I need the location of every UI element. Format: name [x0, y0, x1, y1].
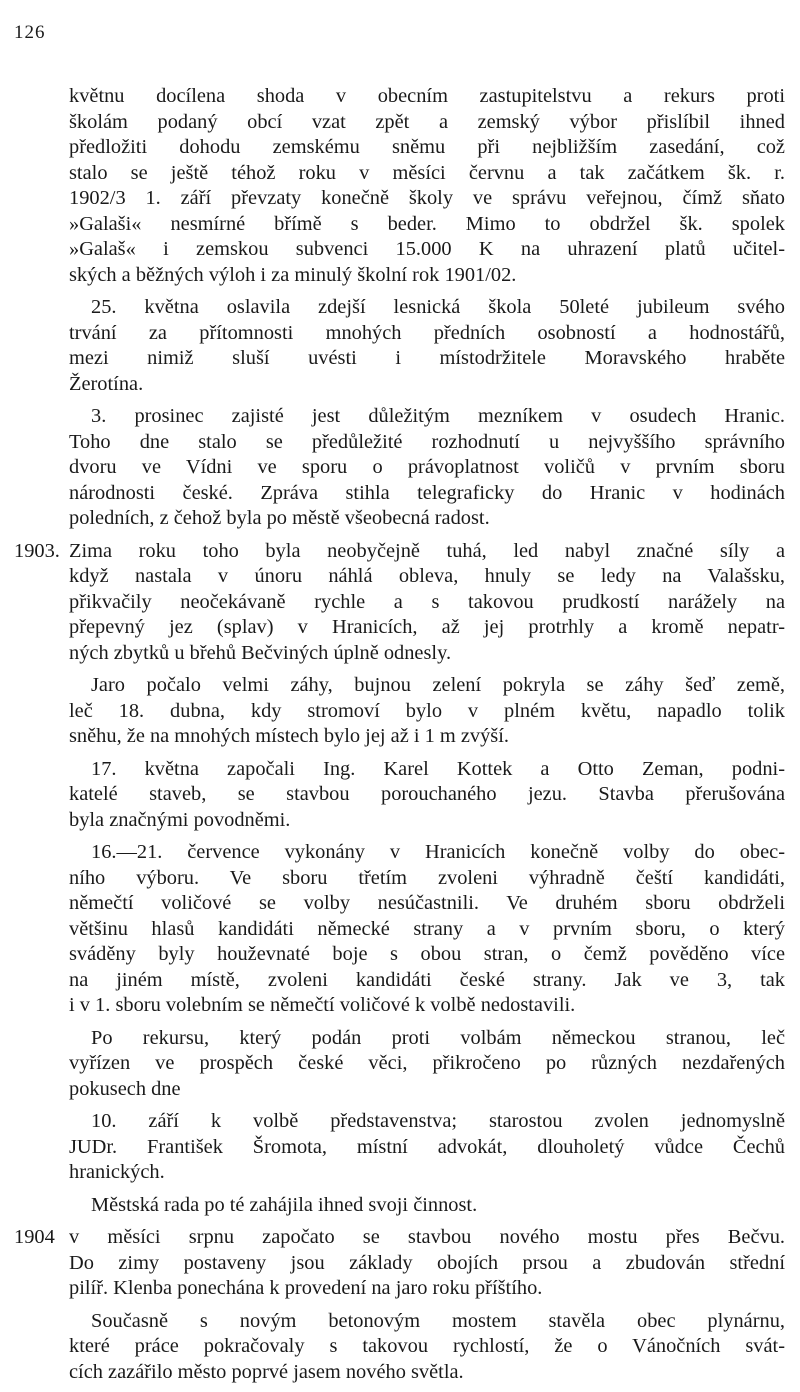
- paragraph: [69, 295, 785, 397]
- paragraph-block: [69, 295, 785, 397]
- text-line: 1902/3 1. září převzaty konečně školy ve správu veřejnou, čímž sňato: [69, 187, 785, 209]
- year-marker: 1904: [14, 1226, 55, 1248]
- text-line: Žerotína.: [69, 372, 144, 395]
- text-line: Do zimy postaveny jsou základy obojích prsou a zbudován střední: [69, 1251, 785, 1274]
- text-line: sváděny byly houževnaté boje s obou stran, o čemž pověděno více: [69, 943, 785, 965]
- paragraph: [69, 757, 785, 834]
- paragraph: [69, 1309, 785, 1386]
- text-line: »Galaši« nesmírné břímě s beder. Mimo to obdržel šk. spolek: [69, 212, 785, 235]
- text-line: Současně s novým betonovým mostem stavěla obec plynárnu,: [91, 1309, 785, 1332]
- text-line: většinu hlasů kandidáti německé strany a v prvním sboru, o který: [69, 917, 785, 940]
- paragraph-block: [69, 673, 785, 750]
- paragraph: [69, 840, 785, 1019]
- text-line: pilíř. Klenba ponechána k provedení na jaro roku příštího.: [69, 1277, 543, 1299]
- text-line: mezi nimiž sluší uvésti i místodržitele Moravského hraběte: [69, 347, 785, 369]
- paragraph-block: [69, 1109, 785, 1186]
- text-line: pokusech dne: [69, 1077, 181, 1100]
- text-line: ných zbytků u břehů Bečviných úplně odnesly.: [69, 641, 452, 664]
- paragraph-block: [69, 1309, 785, 1386]
- paragraph: [69, 539, 785, 667]
- text-line: němečtí voličové se volby nesúčastnili. Ve druhém sboru obdrželi: [69, 892, 785, 914]
- text-line: dvoru ve Vídni ve sporu o právoplatnost voličů v prvním sboru: [69, 456, 785, 478]
- page-number: 126: [14, 22, 46, 43]
- paragraph-block: [69, 404, 785, 532]
- text-line: JUDr. František Šromota, místní advokát, dlouholetý vůdce Čechů: [69, 1135, 785, 1158]
- text-line: 17. května započali Ing. Karel Kottek a Otto Zeman, podni-: [91, 757, 785, 780]
- text-line: 25. května oslavila zdejší lesnická škola 50leté jubileum svého: [91, 296, 785, 318]
- paragraph-block: [14, 539, 785, 667]
- paragraph: [69, 84, 785, 288]
- text-line: katelé staveb, se stavbou porouchaného jezu. Stavba přerušována: [69, 783, 785, 805]
- text-line: národnosti české. Zpráva stihla telegraficky do Hranic v hodinách: [69, 481, 785, 504]
- paragraph-block: [69, 840, 785, 1019]
- text-line: hranických.: [69, 1161, 165, 1183]
- text-line: byla značnými povodněmi.: [69, 808, 291, 831]
- paragraph-block: [69, 84, 785, 288]
- text-line: sněhu, že na mnohých místech bylo jej až i 1 m zvýší.: [69, 725, 509, 747]
- text-line: Toho dne stalo se předůležité rozhodnutí u nejvyššího správního: [69, 430, 785, 453]
- text-line: v měsíci srpnu započato se stavbou nového mostu přes Bečvu.: [69, 1226, 785, 1248]
- text-line: ských a běžných výloh i za minulý školní rok 1901/02.: [69, 263, 517, 286]
- paragraph: [69, 673, 785, 750]
- paragraph: [69, 1225, 785, 1302]
- text-line: leč 18. dubna, kdy stromoví bylo v plném květu, napadlo tolik: [69, 699, 785, 722]
- paragraph: [69, 404, 785, 532]
- text-line: 16.—21. července vykonány v Hranicích konečně volby do obec-: [91, 841, 785, 863]
- text-line: stalo se ještě téhož roku v měsíci červnu a tak začátkem šk. r.: [69, 161, 785, 184]
- text-line: přepevný jez (splav) v Hranicích, až jej protrhly a kromě nepatr-: [69, 616, 785, 638]
- text-line: květnu docílena shoda v obecním zastupitelstvu a rekurs proti: [69, 85, 785, 107]
- text-line: 10. září k volbě představenstva; starostou zvolen jednomyslně: [91, 1110, 785, 1132]
- paragraph-block: [69, 1026, 785, 1103]
- paragraph: [69, 1026, 785, 1103]
- paragraph-block: [69, 1193, 785, 1219]
- text-line: předložiti dohodu zemskému sněmu při nejbližším zasedání, což: [69, 136, 785, 158]
- text-line: Městská rada po té zahájila ihned svoji činnost.: [91, 1193, 478, 1216]
- text-line: »Galaš« i zemskou subvenci 15.000 K na uhrazení platů učitel-: [69, 238, 785, 260]
- text-line: i v 1. sboru volebním se němečtí voličové k volbě nedostavili.: [69, 994, 576, 1016]
- paragraph-block: [14, 1225, 785, 1302]
- text-line: přikvačily neočekávaně rychle a s takovou prudkostí narážely na: [69, 590, 785, 613]
- text-line: které práce pokračovaly s takovou rychlostí, že o Vánočních svát-: [69, 1335, 785, 1357]
- text-line: Jaro počalo velmi záhy, bujnou zelení pokryla se záhy šeď země,: [91, 674, 785, 696]
- text-line: poledních, z čehož byla po městě všeobecná radost.: [69, 507, 490, 529]
- text-line: Po rekursu, který podán proti volbám německou stranou, leč: [91, 1026, 785, 1049]
- paragraph-block: [69, 757, 785, 834]
- text-column: [14, 84, 785, 1392]
- text-line: cích zazářilo město poprvé jasem nového světla.: [69, 1360, 464, 1383]
- paragraph: [69, 1109, 785, 1186]
- text-line: když nastala v únoru náhlá obleva, hnuly se ledy na Valašsku,: [69, 565, 785, 587]
- text-line: trvání za přítomnosti mnohých předních osobností a hodnostářů,: [69, 321, 785, 344]
- paragraph: [69, 1193, 785, 1219]
- year-marker: 1903.: [14, 539, 60, 562]
- text-line: školám podaný obcí vzat zpět a zemský výbor přislíbil ihned: [69, 110, 785, 133]
- text-line: Zima roku toho byla neobyčejně tuhá, led nabyl značné síly a: [69, 539, 785, 562]
- text-line: ního výboru. Ve sboru třetím zvoleni výhradně čeští kandidáti,: [69, 866, 785, 889]
- text-line: vyřízen ve prospěch české věci, přikročeno po různých nezdařených: [69, 1052, 785, 1074]
- text-line: 3. prosinec zajisté jest důležitým mezníkem v osudech Hranic.: [91, 405, 785, 427]
- text-line: na jiném místě, zvoleni kandidáti české strany. Jak ve 3, tak: [69, 968, 785, 991]
